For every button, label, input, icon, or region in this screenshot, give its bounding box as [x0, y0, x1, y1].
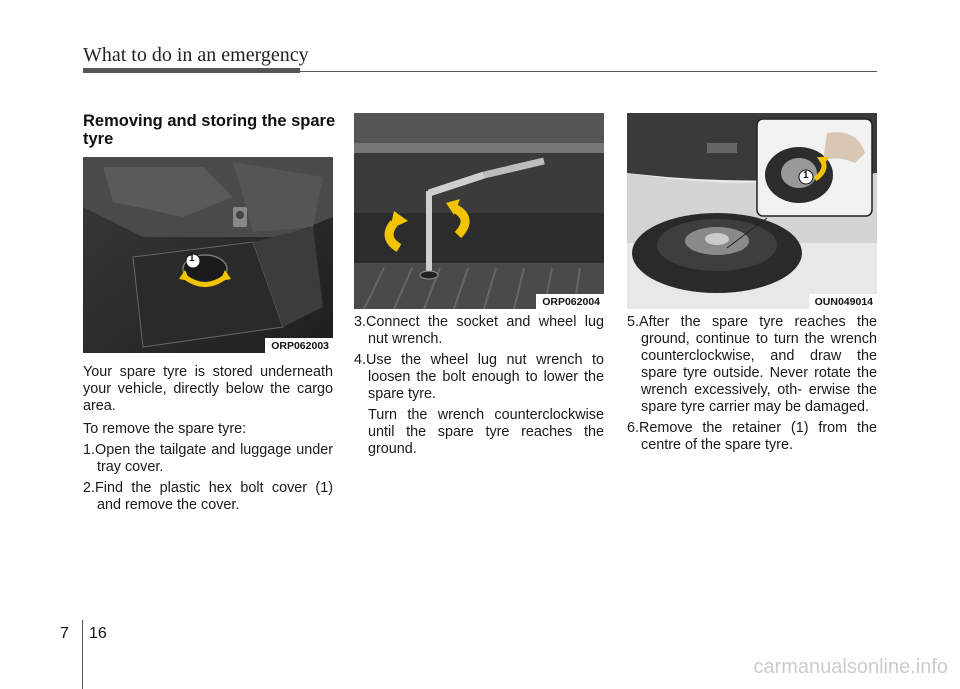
figure-1-illustration [83, 157, 333, 353]
column-3-text [627, 314, 877, 458]
watermark: carmanualsonline.info [753, 656, 948, 678]
footer-divider [82, 620, 83, 689]
column-1-text [83, 364, 333, 518]
callout-number: 1 [189, 253, 195, 264]
figure-wrench-connection [354, 113, 604, 309]
figure-label: ORP062003 [265, 338, 333, 353]
step-4: 4.Use the wheel lug nut wrench to loosen the bolt enough to lower the spare tyre. [354, 352, 604, 402]
figure-spare-tyre-bolt-cover [83, 157, 333, 353]
callout-number: 1 [803, 170, 809, 181]
header-title: What to do in an emergency [83, 44, 309, 66]
step-4-note: Turn the wrench counterclockwise until the spare tyre reaches the ground. [368, 407, 604, 457]
step-5: 5.After the spare tyre reaches the ground, continue to turn the wrench counterclockwise, and draw the spare tyre outside. Never rotate the wrench excessively, oth- erwise the spare tyre carrier may be damaged. [627, 314, 877, 415]
chapter-number: 7 [60, 625, 69, 642]
lead-paragraph: To remove the spare tyre: [83, 421, 247, 437]
step-6: 6.Remove the retainer (1) from the centre of the spare tyre. [627, 420, 877, 453]
figure-3-illustration [627, 113, 877, 309]
figure-label: OUN049014 [809, 294, 877, 309]
section-heading: Removing and storing the spare tyre [83, 112, 336, 148]
figure-2-illustration [354, 113, 604, 309]
figure-spare-tyre-lowered [627, 113, 877, 309]
page-number: 16 [89, 625, 107, 642]
step-1: 1.Open the tailgate and luggage under tray cover. [83, 442, 333, 475]
intro-paragraph: Your spare tyre is stored underneath your vehicle, directly below the cargo area. [83, 364, 333, 414]
figure-label: ORP062004 [536, 294, 604, 309]
step-2: 2.Find the plastic hex bolt cover (1) and remove the cover. [83, 480, 333, 513]
header-rule-thin [83, 71, 877, 72]
step-3: 3.Connect the socket and wheel lug nut wrench. [354, 314, 604, 347]
column-2-text [354, 314, 604, 462]
